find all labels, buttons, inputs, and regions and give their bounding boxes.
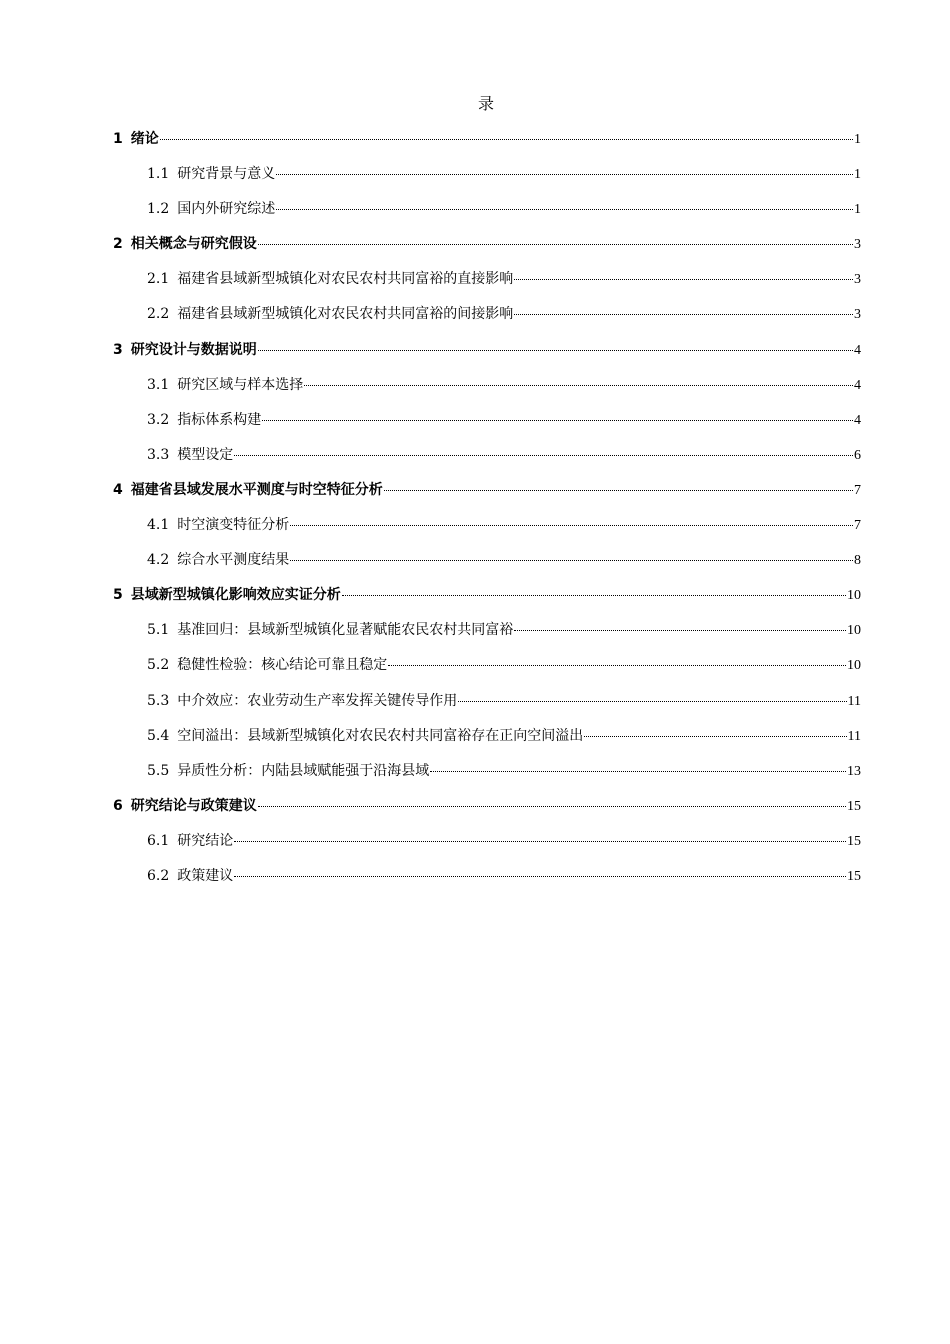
toc-dot-leader — [234, 876, 846, 877]
toc-entry-page-number: 4 — [854, 377, 861, 393]
toc-entry-page-number: 3 — [854, 307, 861, 323]
toc-entry-number: 4 — [113, 481, 123, 498]
toc-entry-page-number: 10 — [847, 658, 861, 674]
toc-section-entry[interactable] — [113, 514, 861, 549]
toc-section-entry[interactable] — [113, 268, 861, 303]
toc-dot-leader — [514, 279, 853, 280]
toc-entry-number: 3.3 — [147, 446, 170, 463]
toc-entry-number: 3 — [113, 341, 123, 358]
toc-entry-page-number: 10 — [847, 588, 861, 604]
toc-section-entry[interactable] — [113, 444, 861, 479]
toc-section-entry[interactable] — [113, 549, 861, 584]
toc-entry-number: 3.1 — [147, 376, 170, 393]
toc-chapter-entry[interactable] — [113, 479, 861, 514]
toc-entry-page-number: 1 — [854, 202, 861, 218]
toc-entry-number: 5.1 — [147, 622, 170, 639]
toc-entry-number: 1 — [113, 131, 123, 147]
toc-entry-page-number: 15 — [847, 868, 861, 884]
toc-entry-label: 政策建议 — [177, 867, 234, 884]
toc-entry-number: 5.3 — [147, 692, 170, 709]
toc-entry-label: 研究设计与数据说明 — [130, 341, 257, 358]
toc-section-entry[interactable] — [113, 654, 861, 689]
toc-entry-number: 3.2 — [147, 411, 170, 428]
toc-dot-leader — [388, 665, 846, 666]
toc-chapter-entry[interactable] — [113, 233, 861, 268]
toc-entry-page-number: 7 — [854, 482, 861, 498]
toc-entry-label: 研究结论 — [177, 832, 234, 849]
toc-dot-leader — [258, 350, 853, 351]
toc-entry-label: 时空演变特征分析 — [177, 517, 290, 534]
toc-entry-page-number: 11 — [847, 728, 861, 744]
toc-entry-page-number: 15 — [847, 798, 861, 814]
toc-entry-label: 相关概念与研究假设 — [130, 236, 257, 253]
toc-entry-page-number: 15 — [847, 833, 861, 849]
toc-entry-number: 4.2 — [147, 552, 170, 569]
toc-dot-leader — [290, 560, 853, 561]
toc-section-entry[interactable] — [113, 303, 861, 338]
toc-entry-label: 基准回归：县域新型城镇化显著赋能农民农村共同富裕 — [177, 622, 514, 639]
toc-entry-number: 1.2 — [147, 201, 170, 218]
toc-entry-page-number: 1 — [854, 167, 861, 183]
toc-entry-number: 6.2 — [147, 867, 170, 884]
toc-section-entry[interactable] — [113, 760, 861, 795]
toc-dot-leader — [514, 630, 846, 631]
toc-entry-number: 5.2 — [147, 657, 170, 674]
toc-entry-number: 6 — [113, 797, 123, 814]
toc-entry-label: 县域新型城镇化影响效应实证分析 — [130, 587, 341, 604]
toc-chapter-entry[interactable] — [113, 584, 861, 619]
toc-entry-label: 福建省县域新型城镇化对农民农村共同富裕的直接影响 — [177, 271, 514, 288]
toc-section-entry[interactable] — [113, 830, 861, 865]
toc-section-entry[interactable] — [113, 619, 861, 654]
toc-dot-leader — [342, 595, 846, 596]
toc-entry-label: 绪论 — [130, 131, 159, 147]
toc-entry-page-number: 7 — [854, 518, 861, 534]
toc-entry-label: 空间溢出：县域新型城镇化对农民农村共同富裕存在正向空间溢出 — [177, 727, 584, 744]
table-of-contents — [113, 128, 861, 900]
toc-entry-page-number: 4 — [854, 342, 861, 358]
toc-section-entry[interactable] — [113, 198, 861, 233]
toc-entry-label: 稳健性检验：核心结论可靠且稳定 — [177, 657, 388, 674]
toc-entry-page-number: 3 — [854, 237, 861, 253]
toc-entry-number: 4.1 — [147, 517, 170, 534]
toc-entry-label: 福建省县域发展水平测度与时空特征分析 — [130, 481, 383, 498]
toc-entry-page-number: 10 — [847, 623, 861, 639]
toc-dot-leader — [160, 139, 853, 140]
toc-dot-leader — [276, 174, 853, 175]
toc-entry-label: 研究结论与政策建议 — [130, 797, 257, 814]
toc-dot-leader — [234, 841, 846, 842]
toc-dot-leader — [584, 736, 846, 737]
toc-entry-label: 国内外研究综述 — [177, 201, 276, 218]
toc-entry-page-number: 3 — [854, 272, 861, 288]
toc-entry-page-number: 6 — [854, 447, 861, 463]
toc-entry-label: 研究背景与意义 — [177, 166, 276, 183]
toc-entry-page-number: 8 — [854, 553, 861, 569]
toc-entry-page-number: 4 — [854, 412, 861, 428]
toc-entry-number: 6.1 — [147, 832, 170, 849]
toc-dot-leader — [258, 244, 853, 245]
toc-dot-leader — [458, 701, 846, 702]
toc-dot-leader — [258, 806, 846, 807]
toc-dot-leader — [290, 525, 853, 526]
toc-entry-page-number: 11 — [847, 693, 861, 709]
toc-entry-number: 1.1 — [147, 166, 170, 183]
toc-dot-leader — [514, 314, 853, 315]
toc-chapter-entry[interactable] — [113, 339, 861, 374]
toc-entry-number: 2.2 — [147, 306, 170, 323]
toc-entry-label: 研究区域与样本选择 — [177, 376, 304, 393]
toc-section-entry[interactable] — [113, 865, 861, 900]
toc-section-entry[interactable] — [113, 409, 861, 444]
toc-entry-label: 中介效应：农业劳动生产率发挥关键传导作用 — [177, 692, 458, 709]
toc-dot-leader — [430, 771, 846, 772]
toc-title: 录 — [477, 94, 494, 113]
toc-dot-leader — [276, 209, 853, 210]
toc-entry-label: 指标体系构建 — [177, 411, 262, 428]
toc-entry-number: 2 — [113, 236, 123, 253]
toc-entry-page-number: 13 — [847, 763, 861, 779]
toc-entry-number: 5.4 — [147, 727, 170, 744]
toc-entry-label: 福建省县域新型城镇化对农民农村共同富裕的间接影响 — [177, 306, 514, 323]
toc-dot-leader — [384, 490, 853, 491]
toc-section-entry[interactable] — [113, 725, 861, 760]
toc-dot-leader — [234, 455, 853, 456]
toc-entry-number: 5 — [113, 587, 123, 604]
toc-entry-number: 2.1 — [147, 271, 170, 288]
toc-entry-page-number: 1 — [854, 132, 861, 147]
toc-entry-label: 异质性分析：内陆县域赋能强于沿海县域 — [177, 762, 430, 779]
toc-entry-label: 综合水平测度结果 — [177, 552, 290, 569]
toc-section-entry[interactable] — [113, 374, 861, 409]
toc-section-entry[interactable] — [113, 163, 861, 198]
toc-chapter-entry[interactable] — [113, 128, 861, 163]
toc-dot-leader — [262, 420, 853, 421]
toc-dot-leader — [304, 385, 853, 386]
toc-chapter-entry[interactable] — [113, 795, 861, 830]
toc-entry-number: 5.5 — [147, 762, 170, 779]
toc-entry-label: 模型设定 — [177, 446, 234, 463]
toc-section-entry[interactable] — [113, 690, 861, 725]
